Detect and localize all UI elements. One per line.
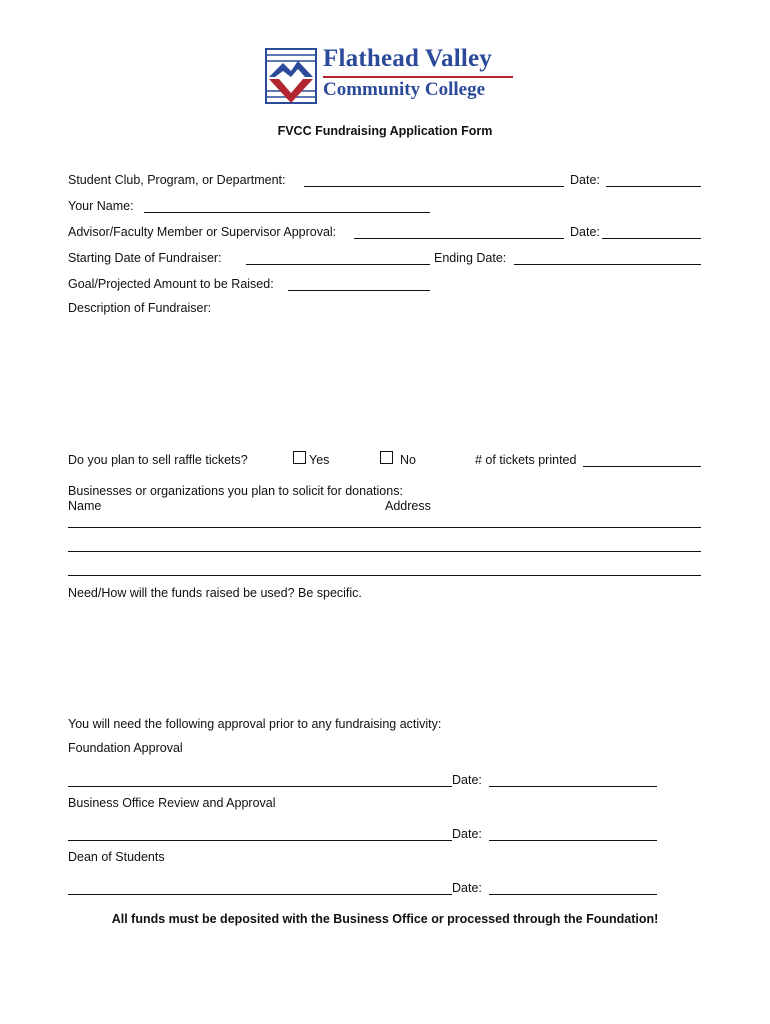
business-entry-line-2[interactable] (68, 551, 701, 552)
college-logo (265, 47, 515, 107)
logo-divider (323, 76, 513, 78)
student-club-label: Student Club, Program, or Department: (68, 173, 286, 187)
advisor-date-label: Date: (570, 225, 600, 239)
advisor-label: Advisor/Faculty Member or Supervisor Approval: (68, 225, 337, 239)
funds-use-label: Need/How will the funds raised be used? Be specific. (68, 586, 362, 600)
column-address-header: Address (385, 499, 431, 513)
description-label: Description of Fundraiser: (68, 301, 212, 315)
logo-name-line1: Flathead Valley (323, 45, 492, 72)
businesses-label: Businesses or organizations you plan to solicit for donations: (68, 484, 403, 498)
raffle-question: Do you plan to sell raffle tickets? (68, 453, 248, 467)
date-field[interactable] (606, 186, 701, 187)
business-office-date-field[interactable] (489, 840, 657, 841)
foundation-date-field[interactable] (489, 786, 657, 787)
goal-field[interactable] (288, 290, 430, 291)
date-label: Date: (570, 173, 600, 187)
student-club-field[interactable] (304, 186, 564, 187)
mountain-shield-icon (265, 47, 319, 107)
your-name-field[interactable] (144, 212, 430, 213)
foundation-approval-label: Foundation Approval (68, 741, 183, 755)
logo-name-line2: Community College (323, 79, 486, 100)
advisor-date-field[interactable] (602, 238, 701, 239)
business-entry-line-3[interactable] (68, 575, 701, 576)
tickets-printed-field[interactable] (583, 466, 701, 467)
start-date-field[interactable] (246, 264, 430, 265)
form-title: FVCC Fundraising Application Form (277, 124, 493, 138)
business-office-signature-field[interactable] (68, 840, 452, 841)
end-date-field[interactable] (514, 264, 701, 265)
your-name-label: Your Name: (68, 199, 134, 213)
start-date-label: Starting Date of Fundraiser: (68, 251, 222, 265)
raffle-no-label: No (400, 453, 416, 467)
raffle-no-checkbox[interactable] (380, 451, 393, 464)
footer-note: All funds must be deposited with the Business Office or processed through the Foundation! (111, 912, 659, 926)
approval-intro: You will need the following approval prior to any fundraising activity: (68, 717, 442, 731)
business-office-label: Business Office Review and Approval (68, 796, 276, 810)
description-area[interactable] (68, 318, 702, 438)
business-office-date-label: Date: (452, 827, 482, 841)
tickets-printed-label: # of tickets printed (475, 453, 577, 467)
dean-date-field[interactable] (489, 894, 657, 895)
column-name-header: Name (68, 499, 102, 513)
dean-date-label: Date: (452, 881, 482, 895)
funds-use-area[interactable] (68, 604, 702, 704)
raffle-yes-checkbox[interactable] (293, 451, 306, 464)
goal-label: Goal/Projected Amount to be Raised: (68, 277, 274, 291)
dean-signature-field[interactable] (68, 894, 452, 895)
advisor-field[interactable] (354, 238, 564, 239)
foundation-signature-field[interactable] (68, 786, 452, 787)
end-date-label: Ending Date: (434, 251, 507, 265)
business-entry-line-1[interactable] (68, 527, 701, 528)
raffle-yes-label: Yes (309, 453, 330, 467)
dean-label: Dean of Students (68, 850, 165, 864)
foundation-date-label: Date: (452, 773, 482, 787)
